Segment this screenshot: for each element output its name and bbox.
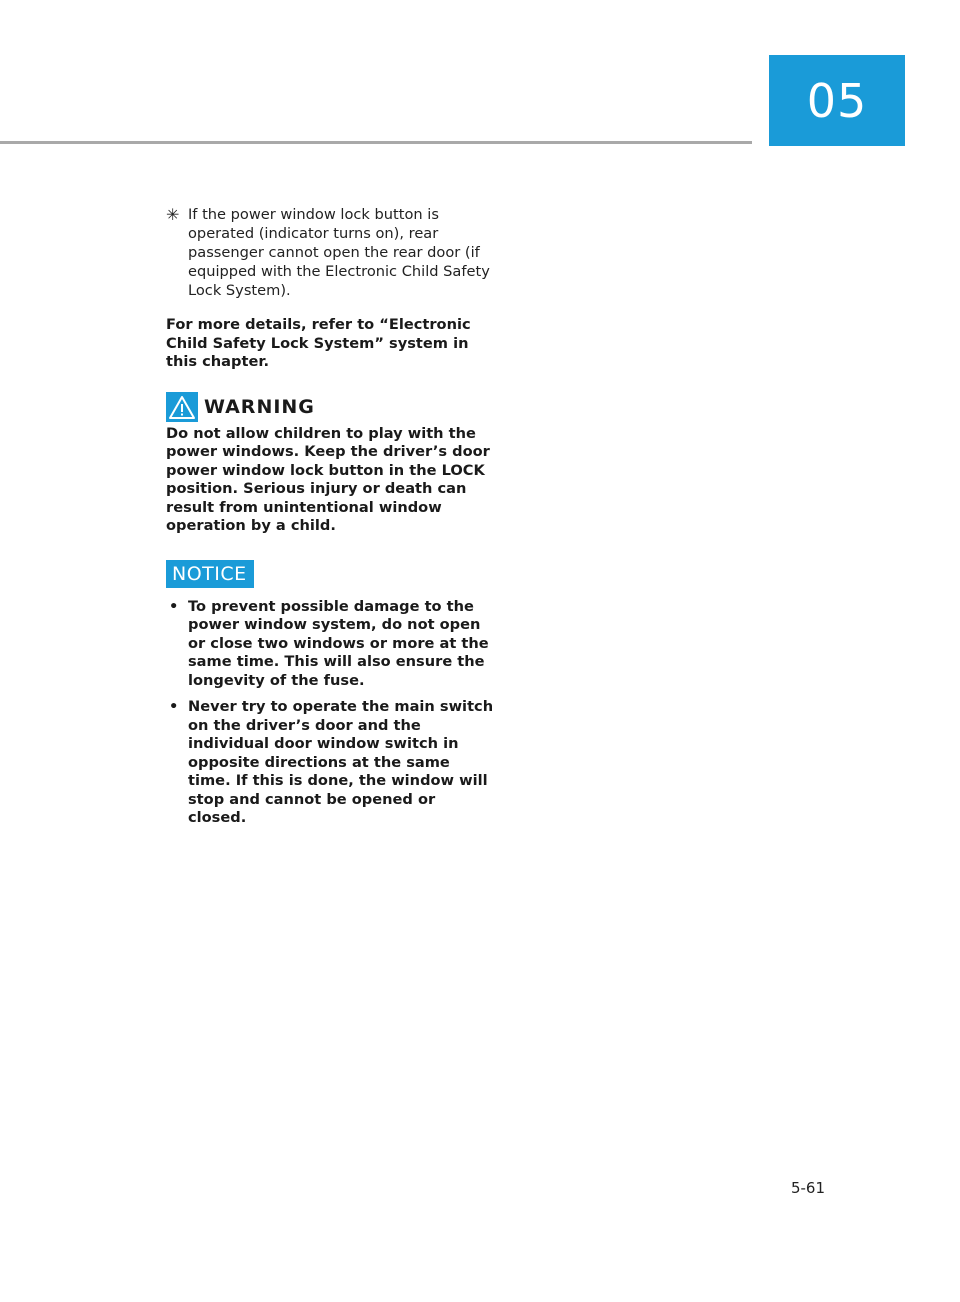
bullet-icon: • <box>169 698 179 715</box>
warning-label: WARNING <box>204 395 315 418</box>
list-item-text: To prevent possible damage to the power window system, do not open or close two windows or more at the same time. This will also ensure the longevity of the fuse. <box>188 597 489 689</box>
content-column <box>166 205 496 836</box>
notice-label: NOTICE <box>166 560 254 588</box>
asterisk-icon: ✳ <box>166 205 180 224</box>
reference-paragraph: For more details, refer to “Electronic Child Safety Lock System” system in this chapter. <box>166 316 471 370</box>
note-text: If the power window lock button is operated (indicator turns on), rear passenger cannot open the rear door (if equipped with the Electronic Child Safety Lock System). <box>188 206 490 299</box>
warning-text: Do not allow children to play with the power windows. Keep the driver’s door power window lock button in the LOCK position. Serious injury or death can result from unintentional window operation by a child. <box>166 424 490 534</box>
chapter-number: 05 <box>806 73 868 128</box>
list-item <box>166 598 496 691</box>
note <box>166 205 496 300</box>
warning-heading <box>166 392 496 422</box>
warning-triangle-icon <box>166 392 198 422</box>
bullet-icon: • <box>169 597 179 615</box>
page-number: 5-61 <box>790 1179 826 1197</box>
list-item-text: Never try to operate the main switch on the driver’s door and the individual door window switch in opposite directions at the same time. If this is done, the window will stop and cannot be opened or closed. <box>188 698 494 826</box>
list-item <box>166 698 496 828</box>
notice-list <box>166 598 496 828</box>
chapter-tab <box>769 55 905 146</box>
header-rule <box>0 141 752 144</box>
